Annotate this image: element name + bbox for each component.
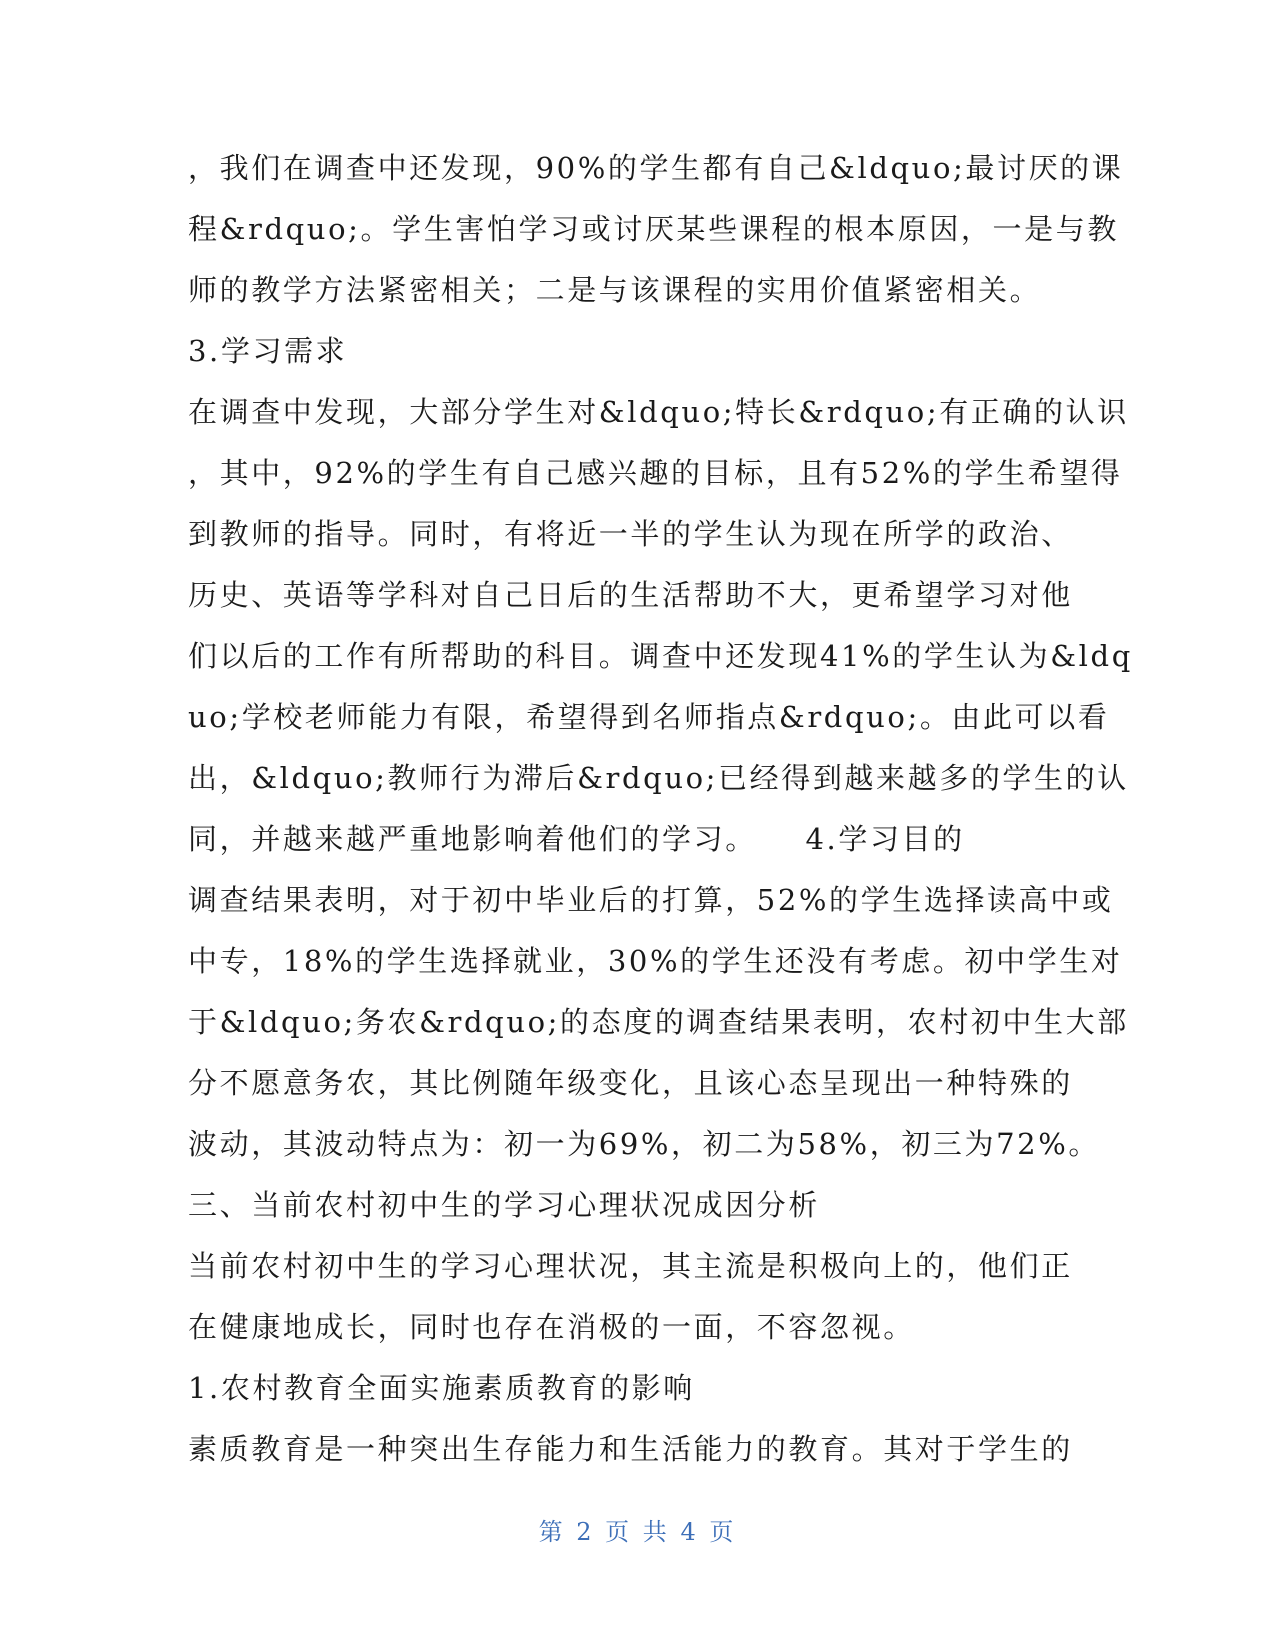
text-line: 当前农村初中生的学习心理状况，其主流是积极向上的，他们正 (188, 1249, 1073, 1283)
text-line: 们以后的工作有所帮助的科目。调查中还发现41%的学生认为&ldq (188, 639, 1133, 673)
text-line: 素质教育是一种突出生存能力和生活能力的教育。其对于学生的 (188, 1432, 1073, 1466)
text-line: 于&ldquo;务农&rdquo;的态度的调查结果表明，农村初中生大部 (188, 1005, 1129, 1039)
text-line: 调查结果表明，对于初中毕业后的打算，52%的学生选择读高中或 (188, 883, 1114, 917)
text-line: 程&rdquo;。学生害怕学习或讨厌某些课程的根本原因，一是与教 (188, 212, 1119, 246)
text-line: 出，&ldquo;教师行为滞后&rdquo;已经得到越来越多的学生的认 (188, 761, 1129, 795)
section-heading: 三、当前农村初中生的学习心理状况成因分析 (188, 1188, 821, 1222)
section-heading: 1.农村教育全面实施素质教育的影响 (188, 1371, 695, 1405)
text-line: ，我们在调查中还发现，90%的学生都有自己&ldquo;最讨厌的课 (188, 151, 1124, 185)
text-line: uo;学校老师能力有限，希望得到名师指点&rdquo;。由此可以看 (188, 700, 1110, 734)
text-line: 分不愿意务农，其比例随年级变化，且该心态呈现出一种特殊的 (188, 1066, 1073, 1100)
text-line: 中专，18%的学生选择就业，30%的学生还没有考虑。初中学生对 (188, 944, 1123, 978)
text-line: 师的教学方法紧密相关；二是与该课程的实用价值紧密相关。 (188, 273, 1042, 307)
text-line: 历史、英语等学科对自己日后的生活帮助不大，更希望学习对他 (188, 578, 1073, 612)
text-line: 到教师的指导。同时，有将近一半的学生认为现在所学的政治、 (188, 517, 1073, 551)
text-line: 在健康地成长，同时也存在消极的一面，不容忽视。 (188, 1310, 915, 1344)
page-number-footer: 第 2 页 共 4 页 (538, 1518, 737, 1546)
text-line: ，其中，92%的学生有自己感兴趣的目标，且有52%的学生希望得 (188, 456, 1123, 490)
text-line: 波动，其波动特点为：初一为69%，初二为58%，初三为72%。 (188, 1127, 1100, 1161)
text-line: 在调查中发现，大部分学生对&ldquo;特长&rdquo;有正确的认识 (188, 395, 1129, 429)
text-line: 同，并越来越严重地影响着他们的学习。 4.学习目的 (188, 822, 965, 856)
section-heading: 3.学习需求 (188, 334, 348, 368)
document-body (188, 138, 1133, 1480)
